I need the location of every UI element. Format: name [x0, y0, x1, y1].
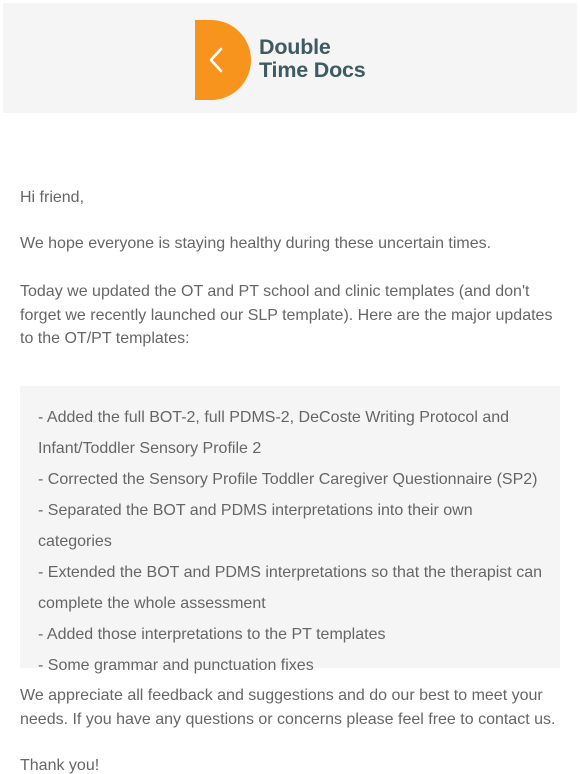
update-item: - Added the full BOT-2, full PDMS-2, DeCoste Writing Protocol and Infant/Toddler Sensory Profile 2 — [38, 409, 510, 457]
double-time-docs-logo[interactable] — [191, 20, 401, 100]
update-item: - Some grammar and punctuation fixes — [38, 657, 314, 674]
thanks-text: Thank you! — [20, 757, 100, 774]
intro-paragraph: Today we updated the OT and PT school and clinic templates (and don't forget we recently launched our SLP template). Here are the major updates to the OT/PT templates: — [20, 283, 553, 347]
email-header — [3, 3, 577, 113]
logo-line-1: Double — [259, 35, 331, 59]
update-item: - Separated the BOT and PDMS interpretations into their own categories — [38, 502, 473, 550]
updates-box — [20, 386, 560, 674]
logo-d-mark — [191, 20, 251, 100]
appreciate-paragraph: We appreciate all feedback and suggestions and do our best to meet your needs. If you have any questions or concerns please feel free to contact us. — [20, 687, 556, 728]
update-item: - Extended the BOT and PDMS interpretations so that the therapist can complete the whole assessment — [38, 564, 542, 612]
logo-wordmark — [259, 36, 409, 82]
update-item: - Added those interpretations to the PT templates — [38, 626, 386, 643]
update-item: - Corrected the Sensory Profile Toddler Caregiver Questionnaire (SP2) — [38, 471, 538, 488]
greeting-text: Hi friend, — [20, 189, 85, 206]
hope-paragraph: We hope everyone is staying healthy during these uncertain times. — [20, 235, 492, 252]
logo-line-2: Time Docs — [259, 58, 366, 82]
updates-list — [38, 402, 548, 681]
